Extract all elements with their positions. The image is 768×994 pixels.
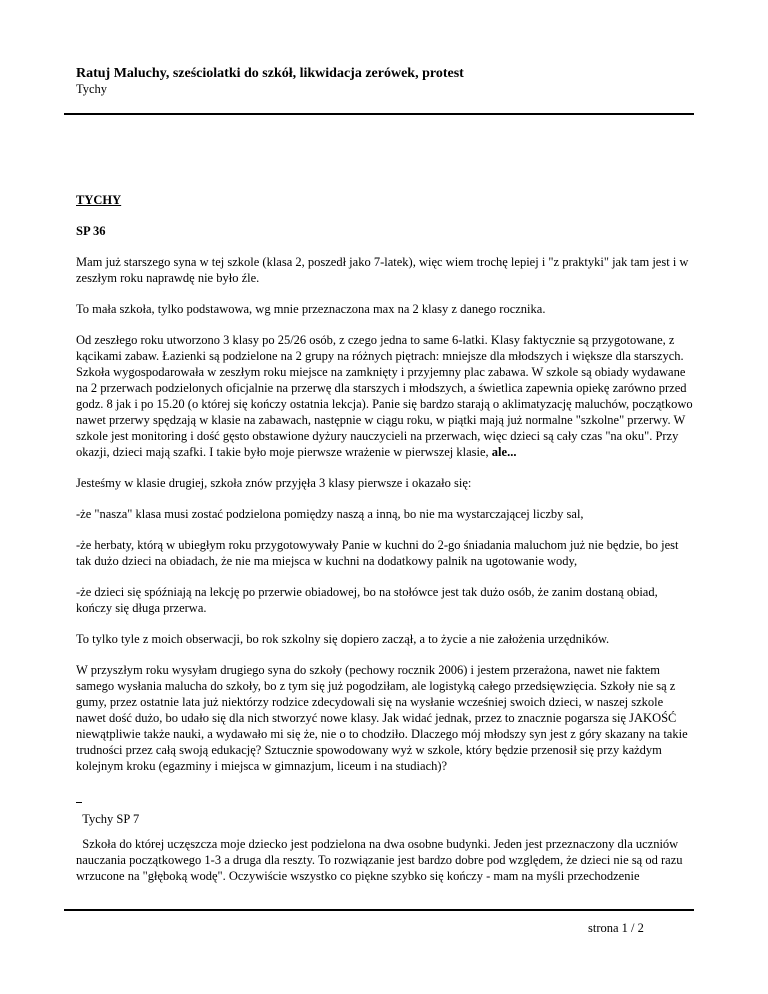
footer-divider	[64, 909, 694, 911]
section-heading-city: TYCHY	[76, 193, 122, 207]
section-heading-school: SP 36	[76, 224, 106, 238]
paragraph-2: To mała szkoła, tylko podstawowa, wg mnie przeznaczona max na 2 klasy z danego rocznika.	[76, 302, 546, 316]
section2-paragraph	[76, 836, 698, 884]
paragraph-8: To tylko tyle z moich obserwacji, bo rok szkolny się dopiero zaczął, a to życie a nie założenia urzędników.	[76, 632, 610, 646]
page-number: strona 1 / 2	[588, 921, 644, 935]
section2-paragraph-text: Szkoła do której uczęszcza moje dziecko jest podzielona na dwa osobne budynki. Jeden jest przeznaczony dla uczniów nauczania początkowego 1-3 a druga dla reszty. To rozwiązanie jest bardzo dobre pod względem, że dzieci nie są od razu wrzucone na "głęboką wodę". Oczywiście wszystko co piękne szybko się kończy - mam na myśli przechodzenie	[76, 837, 683, 883]
paragraph-1: Mam już starszego syna w tej szkole (klasa 2, poszedł jako 7-latek), więc wiem trochę lepiej i "z praktyki" jak tam jest i w zeszłym roku naprawdę nie było źle.	[76, 255, 689, 285]
paragraph-5: -że "nasza" klasa musi zostać podzielona pomiędzy naszą a inną, bo nie ma wystarczającej liczby sal,	[76, 507, 584, 521]
section-marker	[76, 802, 82, 803]
document-subtitle: Tychy	[76, 82, 108, 96]
section2-heading	[76, 812, 139, 827]
paragraph-7: -że dzieci się spóźniają na lekcję po przerwie obiadowej, bo na stołówce jest tak dużo osób, że zanim dostaną obiad, kończy się długa przerwa.	[76, 585, 658, 615]
document-title: Ratuj Maluchy, sześciolatki do szkół, likwidacja zerówek, protest	[76, 66, 464, 81]
paragraph-9: W przyszłym roku wysyłam drugiego syna do szkoły (pechowy rocznik 2006) i jestem przerażona, nawet nie faktem samego wysłania malucha do szkoły, bo z tym się już pogodziłam, ale logistyką całego przedsięwzięcia. Szkoły nie są z gumy, przez ostatnie lata już niektórzy rodzice zdecydowali się na wysłanie wcześniej swoich dzieci, w naszej szkole nawet dość dużo, bo udało się dla nich stworzyć nowe klasy. Jak widać jednak, przez to znacznie pogarsza się JAKOŚĆ niewątpliwie także nauki, a wydawało mi się że, nie o to chodziło. Dlaczego mój młodszy syn jest z góry skazany na takie trudności przez całą swoją edukację? Sztucznie spowodowany wyż w szkole, który będzie przenosił się przy każdym kolejnym kroku (egazminy i miejsca w gimnazjum, liceum i na studiach)?	[76, 663, 688, 773]
section2-heading-text: Tychy SP 7	[82, 812, 140, 826]
paragraph-3	[76, 332, 696, 460]
header-divider	[64, 113, 694, 115]
article-body	[76, 192, 696, 789]
paragraph-6: -że herbaty, którą w ubiegłym roku przygotowywały Panie w kuchni do 2-go śniadania maluchom już nie będzie, bo jest tak dużo dzieci na obiadach, że nie ma miejsca w kuchni na dodatkowy palnik na ugotowanie wody,	[76, 538, 679, 568]
paragraph-4: Jesteśmy w klasie drugiej, szkoła znów przyjęła 3 klasy pierwsze i okazało się:	[76, 476, 472, 490]
paragraph-3-text: Od zeszłego roku utworzono 3 klasy po 25/26 osób, z czego jedna to same 6-latki. Klasy faktycznie są przygotowane, z kącikami zabaw. Łazienki są podzielone na 2 grupy na różnych piętrach: mniejsze dla młodszych i większe dla starszych. Szkoła wygospodarowała w zeszłym roku miejsce na zamknięty i przyjemny plac zabawa. W szkole są obiady wydawane na 2 przerwach podzielonych oficjalnie na przerwę dla starszych i młodszych, a świetlica zapewnia opiekę zarówno przed godz. 8 jak i po 15.20 (o której się kończy ostatnia lekcja). Panie się bardzo starają o aklimatyzację maluchów, początkowo nawet przerwy spędzają w klasie na zabawach, następnie w ciągu roku, w piątki mają już normalne "szkolne" przerwy. W szkole jest monitoring i dość gęsto obstawione dyżury nauczycieli na przerwach, więc dzieci są cały czas "na oku". Przy okazji, dzieci mają szafki. I takie było moje pierwsze wrażenie w pierwszej klasie,	[76, 333, 693, 459]
paragraph-3-bold: ale...	[491, 445, 517, 459]
